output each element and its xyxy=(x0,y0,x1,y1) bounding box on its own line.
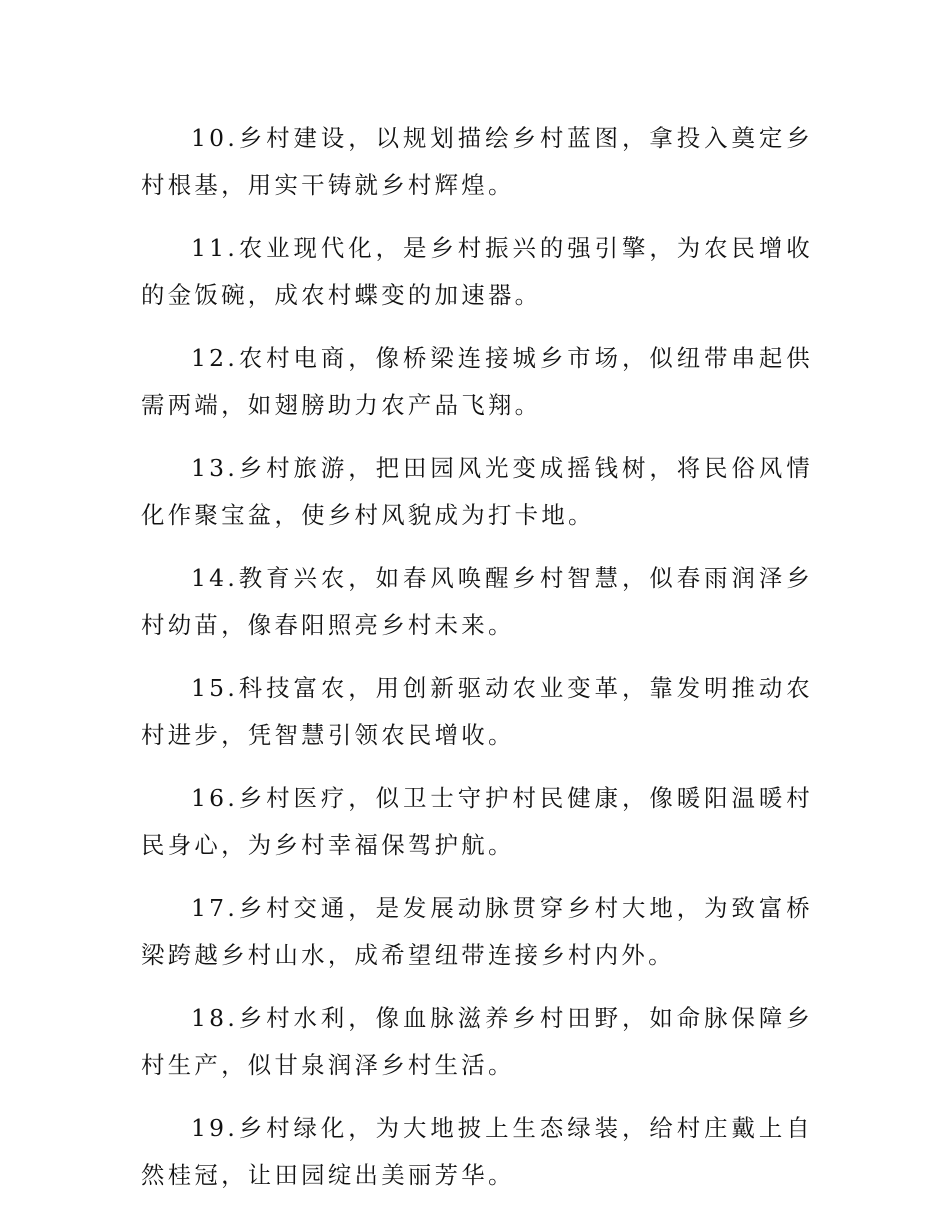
paragraph-18: 18.乡村水利，像血脉滋养乡村田野，如命脉保障乡村生产，似甘泉润泽乡村生活。 xyxy=(141,1004,813,1080)
paragraph-19: 19.乡村绿化，为大地披上生态绿装，给村庄戴上自然桂冠，让田园绽出美丽芳华。 xyxy=(141,1114,813,1190)
document-page xyxy=(141,115,813,1215)
paragraph-14: 14.教育兴农，如春风唤醒乡村智慧，似春雨润泽乡村幼苗，像春阳照亮乡村未来。 xyxy=(141,564,813,640)
paragraph-13: 13.乡村旅游，把田园风光变成摇钱树，将民俗风情化作聚宝盆，使乡村风貌成为打卡地。 xyxy=(141,454,813,530)
paragraph-10: 10.乡村建设，以规划描绘乡村蓝图，拿投入奠定乡村根基，用实干铸就乡村辉煌。 xyxy=(141,124,813,200)
paragraph-15: 15.科技富农，用创新驱动农业变革，靠发明推动农村进步，凭智慧引领农民增收。 xyxy=(141,674,813,750)
paragraph-17: 17.乡村交通，是发展动脉贯穿乡村大地，为致富桥梁跨越乡村山水，成希望纽带连接乡村内外。 xyxy=(141,894,813,970)
paragraph-11: 11.农业现代化，是乡村振兴的强引擎，为农民增收的金饭碗，成农村蝶变的加速器。 xyxy=(141,234,813,310)
paragraph-12: 12.农村电商，像桥梁连接城乡市场，似纽带串起供需两端，如翅膀助力农产品飞翔。 xyxy=(141,344,813,420)
paragraph-16: 16.乡村医疗，似卫士守护村民健康，像暖阳温暖村民身心，为乡村幸福保驾护航。 xyxy=(141,784,813,860)
